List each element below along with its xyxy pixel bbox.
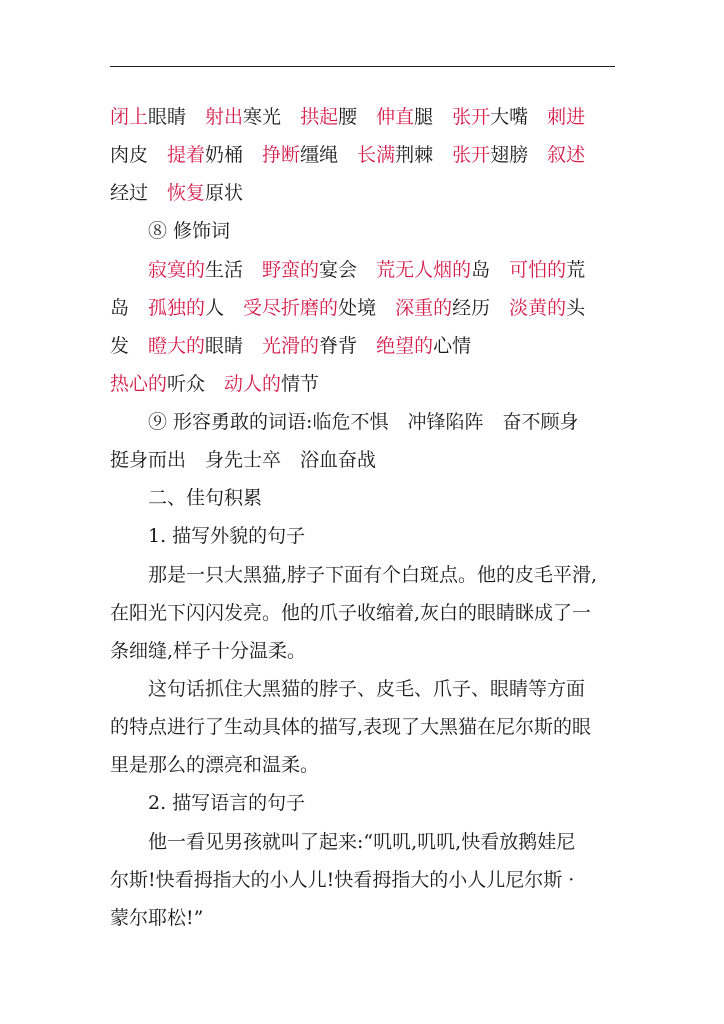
paragraph-line: 这句话抓住大黑猫的脖子、皮毛、爪子、眼睛等方面 — [148, 678, 586, 700]
brave-words-line-2: 挺身而出 身先士卒 浴血奋战 — [110, 449, 377, 471]
phrase-highlight: 可怕的 — [509, 259, 567, 281]
phrase-highlight: 瞪大的 — [148, 335, 206, 357]
phrase-highlight: 孤独的 — [148, 297, 206, 319]
phrase-highlight: 张开 — [452, 144, 491, 166]
modifier-line-4 — [110, 372, 319, 396]
section-heading-good-sentences: 二、佳句积累 — [148, 487, 263, 509]
paragraph-line: 蒙尔耶松!” — [110, 907, 204, 929]
phrase-text: 腿 — [414, 106, 434, 128]
phrase-highlight: 刺进 — [547, 106, 586, 128]
phrase-text: 经历 — [452, 297, 491, 319]
phrase-highlight: 绝望的 — [376, 335, 434, 357]
phrase-highlight: 拱起 — [300, 106, 339, 128]
brave-words-line-1: ⑨ 形容勇敢的词语:临危不惧 冲锋陷阵 奋不顾身 — [148, 411, 579, 433]
section-8-heading: ⑧ 修饰词 — [148, 220, 231, 242]
phrase-text: 头 — [566, 297, 586, 319]
phrase-text: 岛 — [110, 297, 130, 319]
modifier-line-2 — [110, 296, 585, 320]
phrase-highlight: 光滑的 — [262, 335, 320, 357]
phrase-text: 情节 — [281, 373, 320, 395]
phrase-text: 心情 — [433, 335, 472, 357]
phrase-text: 岛 — [471, 259, 491, 281]
phrase-text: 翅膀 — [490, 144, 529, 166]
phrase-text: 荒 — [566, 259, 586, 281]
phrase-text: 宴会 — [319, 259, 358, 281]
phrase-text: 经过 — [110, 182, 149, 204]
paragraph-line: 在阳光下闪闪发亮。他的爪子收缩着,灰白的眼睛眯成了一 — [110, 602, 592, 624]
phrase-highlight: 挣断 — [262, 144, 301, 166]
phrase-text: 处境 — [338, 297, 377, 319]
paragraph-line: 的特点进行了生动具体的描写,表现了大黑猫在尼尔斯的眼 — [110, 716, 592, 738]
phrase-highlight: 闭上 — [110, 106, 149, 128]
phrase-highlight: 伸直 — [376, 106, 415, 128]
phrase-highlight: 深重的 — [395, 297, 453, 319]
phrase-highlight: 寂寞的 — [148, 259, 206, 281]
verb-phrases-line-1 — [110, 105, 585, 129]
phrase-text: 缰绳 — [300, 144, 339, 166]
phrase-highlight: 动人的 — [224, 373, 282, 395]
verb-phrases-line-3 — [110, 181, 243, 205]
subheading-language: 2. 描写语言的句子 — [148, 792, 306, 814]
phrase-text: 发 — [110, 335, 130, 357]
phrase-text: 荆棘 — [395, 144, 434, 166]
phrase-highlight: 淡黄的 — [509, 297, 567, 319]
phrase-text: 听众 — [167, 373, 206, 395]
phrase-text: 生活 — [205, 259, 244, 281]
paragraph-line: 里是那么的漂亮和温柔。 — [110, 754, 320, 776]
phrase-highlight: 受尽折磨的 — [243, 297, 339, 319]
phrase-text: 原状 — [205, 182, 244, 204]
phrase-highlight: 野蛮的 — [262, 259, 320, 281]
paragraph-line: 尔斯!快看拇指大的小人儿!快看拇指大的小人儿尼尔斯 · — [110, 869, 575, 891]
phrase-text: 眼睛 — [205, 335, 244, 357]
phrase-text: 脊背 — [319, 335, 358, 357]
phrase-highlight: 恢复 — [167, 182, 206, 204]
phrase-text: 肉皮 — [110, 144, 149, 166]
phrase-highlight: 提着 — [167, 144, 206, 166]
phrase-text: 腰 — [338, 106, 358, 128]
phrase-text: 眼睛 — [148, 106, 187, 128]
phrase-highlight: 叙述 — [547, 144, 586, 166]
phrase-text: 奶桶 — [205, 144, 244, 166]
phrase-text: 寒光 — [243, 106, 282, 128]
phrase-text: 人 — [205, 297, 225, 319]
paragraph-line: 他一看见男孩就叫了起来:“叽叽,叽叽,快看放鹅娃尼 — [148, 831, 576, 853]
verb-phrases-line-2 — [110, 143, 585, 167]
header-rule — [110, 66, 615, 67]
paragraph-line: 那是一只大黑猫,脖子下面有个白斑点。他的皮毛平滑, — [148, 564, 598, 586]
phrase-highlight: 荒无人烟的 — [376, 259, 472, 281]
phrase-highlight: 热心的 — [110, 373, 168, 395]
modifier-line-1 — [148, 258, 585, 282]
phrase-highlight: 长满 — [357, 144, 396, 166]
subheading-appearance: 1. 描写外貌的句子 — [148, 525, 306, 547]
phrase-highlight: 张开 — [452, 106, 491, 128]
phrase-highlight: 射出 — [205, 106, 244, 128]
modifier-line-3 — [110, 334, 471, 358]
phrase-text: 大嘴 — [490, 106, 529, 128]
paragraph-line: 条细缝,样子十分温柔。 — [110, 640, 307, 662]
